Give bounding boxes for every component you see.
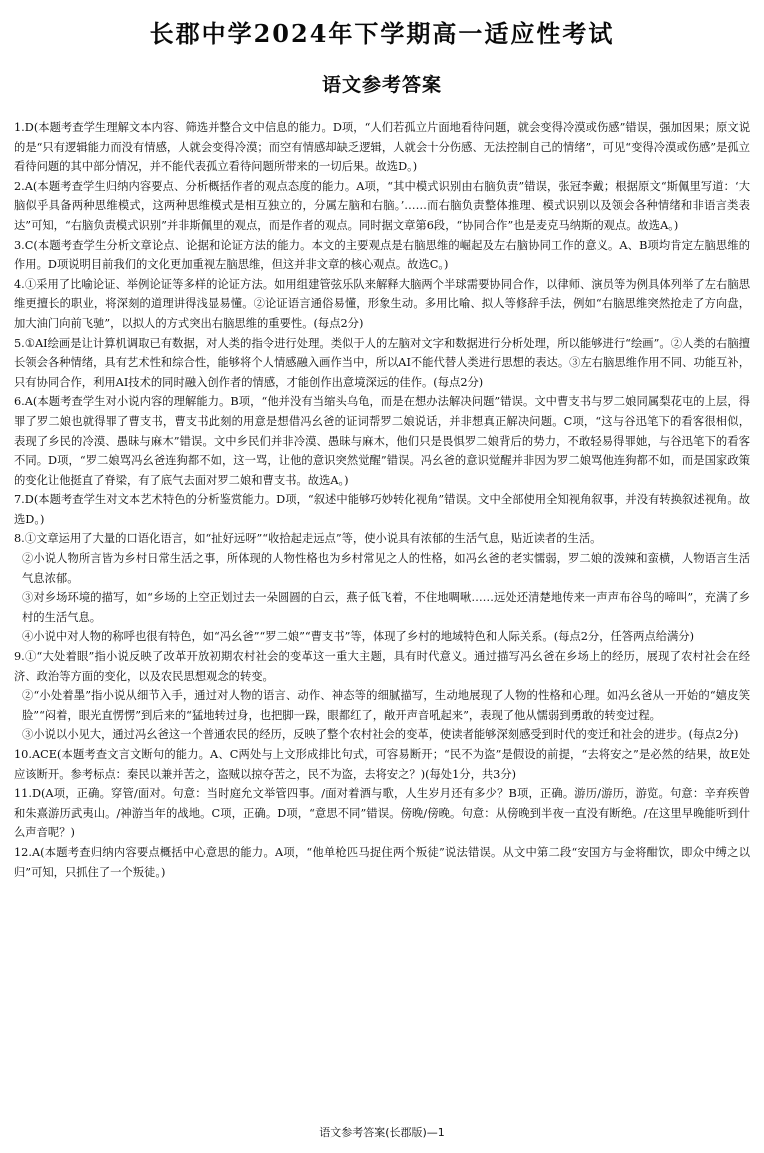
answer-7: 7.D(本题考查学生对文本艺术特色的分析鉴赏能力。D项，“叙述中能够巧妙转化视角”错误。文中全部使用全知视角叙事，并没有转换叙述视角。故选D。)	[14, 493, 750, 526]
page-footer: 语文参考答案(长郡版)—1	[319, 1126, 445, 1139]
answer-10: 10.ACE(本题考查文言文断句的能力。A、C两处与上文形成排比句式，可容易断开；“民不为盗”是假设的前提，“去将安之”是必然的结果，故E处应该断开。参考标点：秦民以兼并苦之，盗贼以掠夺苦之，民不为盗，去将安之？)(每处1分，共3分)	[14, 748, 750, 781]
answer-2: 2.A(本题考查学生归纳内容要点、分析概括作者的观点态度的能力。A项，“其中模式识别由右脑负责”错误，张冠李戴；根据原文“斯佩里写道：‘大脑似乎具备两种思维模式，这两种思维模式是相互独立的，分属左脑和右脑。’……而右脑负责整体推理、模式识别以及领会各种情绪和非语言类表达”可知，“右脑负责模式识别”并非斯佩里的观点，而是作者的观点。同时据文章第6段，“协同合作”也是麦克马纳斯的观点。故选A。)	[14, 179, 750, 232]
answer-3: 3.C(本题考查学生分析文章论点、论据和论证方法的能力。本文的主要观点是右脑思维的崛起及左右脑协同工作的意义。A、B项均肯定左脑思维的作用。D项说明目前我们的文化更加重视左脑思维，但这并非文章的核心观点。故选C。)	[14, 238, 750, 272]
answer-5: 5.①AI绘画是让计算机调取已有数据，对人类的指令进行处理。类似于人的左脑对文字和数据进行分析处理，所以能够进行“绘画”。②人类的右脑擅长领会各种情绪，具有艺术性和综合性，能够将个人情感融入画作当中，所以AI不能代替人类进行思想的表达。③左右脑思维作用不同、功能互补，只有协同合作，利用AI技术的同时融入创作者的情感，才能创作出意境深远的佳作。(每点2分)	[14, 336, 750, 389]
answer-8-point-3: ③对乡场环境的描写，如“乡场的上空正划过去一朵圆圆的白云，燕子低飞着，不住地啁啾……远处还清楚地传来一声声布谷鸟的啼叫”，充满了乡村的生活气息。	[22, 591, 750, 624]
answer-key-heading: 语文参考答案	[321, 74, 442, 96]
answer-12: 12.A(本题考查归纳内容要点概括中心意思的能力。A项，“他单枪匹马捉住两个叛徒”说法错误。从文中第二段“安国方与金将酣饮，即众中缚之以归”可知，只抓住了一个叛徒。)	[14, 845, 750, 879]
answer-8-point-1: 8.①文章运用了大量的口语化语言，如“扯好远呀”“收拾起走远点”等，使小说具有浓郁的生活气息，贴近读者的生活。	[14, 532, 602, 546]
answer-4: 4.①采用了比喻论证、举例论证等多样的论证方法。如用组建管弦乐队来解释大脑两个半球需要协同合作，以律师、演员等为例具体列举了左右脑思维更擅长的职业，将深刻的道理讲得浅显易懂。②论证语言通俗易懂，形象生动。多用比喻、拟人等修辞手法，例如“右脑思维突然抢走了方向盘，加大油门向前飞驰”，以拟人的方式突出右脑思维的重要性。(每点2分)	[14, 277, 750, 330]
answer-1: 1.D(本题考查学生理解文本内容、筛选并整合文中信息的能力。D项，“人们若孤立片面地看待问题，就会变得冷漠或伤感”错误，强加因果；原文说的是“只有逻辑能力而没有情感，人就会变得冷漠；而空有情感却缺乏逻辑，人就会十分伤感、无法控制自己的情绪”，可见“变得冷漠或伤感”是孤立看待问题的其中部分情况，并不能代表孤立看待问题所带来的一切后果。故选D。)	[14, 121, 750, 174]
answer-list	[14, 118, 750, 882]
answer-9-point-3: ③小说以小见大，通过冯幺爸这一个普通农民的经历，反映了整个农村社会的变革，使读者能够深刻感受到时代的变迁和社会的进步。(每点2分)	[22, 728, 739, 742]
answer-6: 6.A(本题考查学生对小说内容的理解能力。B项，“他并没有当缩头乌龟，而是在想办法解决问题”错误。文中曹支书与罗二娘同属梨花屯的上层，得罪了罗二娘也就得罪了曹支书，曹支书此刻的用意是想借冯幺爸的证词帮罗二娘说话，并非想真正解决问题。C项，“这与谷迅笔下的看客很相似，表现了乡民的冷漠、愚昧与麻木”错误。文中乡民们并非冷漠、愚昧与麻木，他们只是畏惧罗二娘背后的势力，不敢轻易得罪她，与谷迅笔下的看客不同。D项，“罗二娘骂冯幺爸连狗都不如，这一骂，让他的意识突然觉醒”错误。冯幺爸的意识觉醒并非因为罗二娘骂他连狗都不如，而是国家政策的变化让他挺直了脊梁，有了底气去面对罗二娘和曹支书。故选A。)	[14, 395, 750, 487]
answer-8-point-2: ②小说人物所言皆为乡村日常生活之事，所体现的人物性格也为乡村常见之人的性格，如冯幺爸的老实懦弱，罗二娘的泼辣和蛮横，人物语言生活气息浓郁。	[22, 552, 750, 585]
answer-11: 11.D(A项，正确。穿管/面对。句意：当时庭允文举管四事。/面对着酒与歌，人生岁月还有多少？B项，正确。游历/游历，游览。句意：辛弃疾曾和朱熹游历武夷山。/神游当年的战地。C项，正确。D项，“意思不同”错误。傍晚/傍晚。句意：从傍晚到半夜一直没有断绝。/在这里早晚能听到什么声音呢？)	[14, 787, 750, 840]
exam-title: 长郡中学2024年下学期高一适应性考试	[149, 19, 615, 48]
answer-9-point-1: 9.①“大处着眼”指小说反映了改革开放初期农村社会的变革这一重大主题，具有时代意义。通过描写冯幺爸在乡场上的经历，展现了农村社会在经济、政治等方面的变化，以及农民思想观念的转变。	[14, 650, 750, 683]
answer-8-point-4: ④小说中对人物的称呼也很有特色，如“冯幺爸”“罗二娘”“曹支书”等，体现了乡村的地域特色和人际关系。(每点2分，任答两点给满分)	[22, 630, 694, 644]
answer-9-point-2: ②“小处着墨”指小说从细节入手，通过对人物的语言、动作、神态等的细腻描写，生动地展现了人物的性格和心理。如冯幺爸从一开始的“嬉皮笑脸”“闷着，眼光直愣愣”到后来的“猛地转过身，也把脚一跺，眼都红了，敞开声音吼起来”，表现了他从懦弱到勇敢的转变过程。	[22, 689, 750, 722]
